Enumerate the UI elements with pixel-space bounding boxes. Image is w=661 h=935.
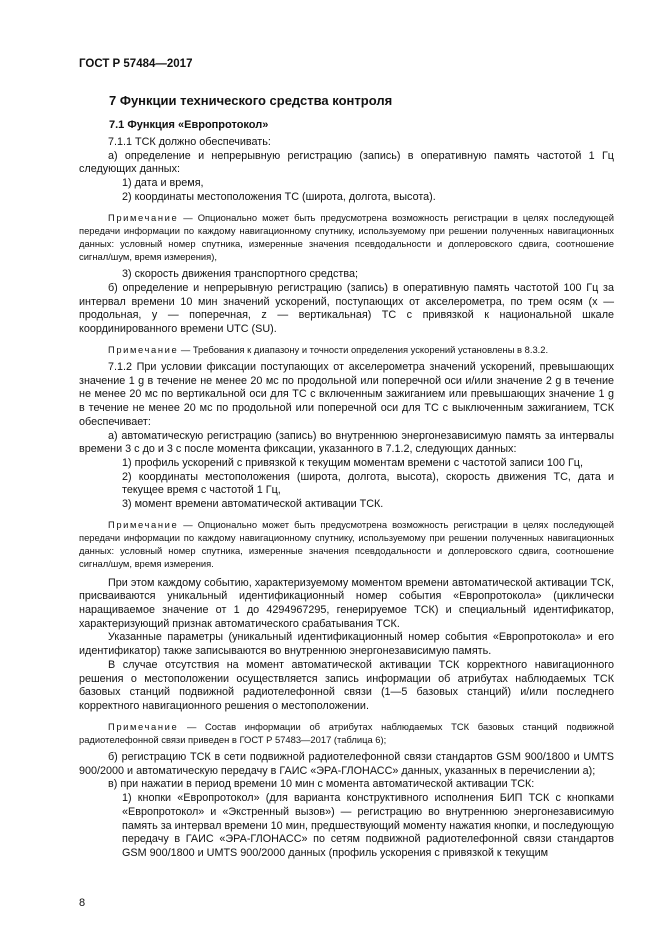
note-text: — Требования к диапазону и точности определения ускорений установлены в 8.3.2. <box>178 343 549 355</box>
section-title: 7 Функции технического средства контроля <box>109 93 393 108</box>
paragraph: б) определение и непрерывную регистрацию (запись) в оперативную память частотой 100 Гц за интервал времени 10 мин значений ускорений, поступающих от акселерометра, по трем осям (x — продольная, y — поперечная, z — вертикальная) ТС с привязкой к национальной шкале координированного времени UTC (SU). <box>79 282 614 336</box>
document-body <box>79 136 614 861</box>
note-text: — Опционально может быть предусмотрена возможность регистрации в целях последующей передачи информации по каждому навигационному спутнику, используемому при решении полученных навигационных данных: условный номер спутника, измеренные значения псевдодальности и доплеровского сдвига, соотношение сигнал/шум, время измерения), <box>79 211 614 263</box>
subsection-title: 7.1 Функция «Европротокол» <box>109 119 269 131</box>
paragraph: В случае отсутствия на момент автоматической активации ТСК корректного навигационного решения о местоположении осуществляется запись информации об атрибутах наблюдаемых ТСК базовых станций подвижной радиотелефонной связи (1—5 базовых станций) и/или последнего корректного навигационного решения о местоположении. <box>79 658 614 712</box>
note <box>79 211 614 264</box>
note <box>79 518 614 571</box>
note-label: Примечание <box>108 211 179 223</box>
note-label: Примечание <box>108 518 179 530</box>
note <box>79 720 614 746</box>
paragraph: б) регистрацию ТСК в сети подвижной радиотелефонной связи стандартов GSM 900/1800 и UMTS 900/2000 и автоматическую передачу в ГАИС «ЭРА-ГЛОНАСС» данных, указанных в перечислении а); <box>79 751 614 777</box>
note-label: Примечание <box>108 720 179 732</box>
note <box>79 343 614 356</box>
paragraph: При этом каждому событию, характеризуемому моментом времени автоматической активации ТСК, присваиваются уникальный идентификационный номер события «Европротокола» (циклически наращиваемое значение от 1 до 4294967295, генерируемое ТСК) и специальный идентификатор, характеризующий признак автоматического срабатывания ТСК. <box>79 576 614 630</box>
note-text: — Состав информации об атрибутах наблюдаемых ТСК базовых станций подвижной радиотелефонной связи приведен в ГОСТ Р 57483—2017 (таблица 6); <box>79 720 614 745</box>
list-item: 1) дата и время, <box>122 177 204 190</box>
paragraph: а) определение и непрерывную регистрацию (запись) в оперативную память частотой 1 Гц следующих данных: <box>79 149 614 176</box>
list-item: 3) момент времени автоматической активации ТСК. <box>122 498 384 511</box>
page-number: 8 <box>79 897 86 909</box>
note-label: Примечание <box>108 343 179 355</box>
paragraph: 7.1.1 ТСК должно обеспечивать: <box>108 136 271 148</box>
list-item: 1) кнопки «Европротокол» (для варианта конструктивного исполнения БИП ТСК с кнопками «Европротокол» и «Экстренный вызов») — регистрацию во внутреннюю энергонезависимую память за интервал времени 10 мин, предшествующий моменту нажатия кнопки, и последующую передачу в ГАИС «ЭРА-ГЛОНАСС» по сетям подвижной радиотелефонной связи стандартов GSM 900/1800 и UMTS 900/2000 данных (профиль ускорения с привязкой к текущим <box>122 792 614 859</box>
document-header: ГОСТ Р 57484—2017 <box>79 58 193 70</box>
note-text: — Опционально может быть предусмотрена возможность регистрации в целях последующей передачи информации по каждому навигационному спутнику, используемому при решении полученных навигационных данных: условный номер спутника, измеренные значения псевдодальности и доплеровского сдвига, соотношение сигнал/шум, время измерения. <box>79 518 614 570</box>
list-item: 3) скорость движения транспортного средства; <box>122 268 358 281</box>
paragraph: а) автоматическую регистрацию (запись) во внутреннюю энергонезависимую память за интервалы времени 3 с до и 3 с после момента фиксации, указанного в 7.1.2, следующих данных: <box>79 429 614 456</box>
paragraph: в) при нажатии в период времени 10 мин с момента автоматической активации ТСК: <box>108 778 535 791</box>
paragraph: Указанные параметры (уникальный идентификационный номер события «Европротокола» и его идентификатор) также записываются во внутреннюю энергонезависимую память. <box>79 631 614 658</box>
list-item: 1) профиль ускорений с привязкой к текущим моментам времени с частотой записи 100 Гц, <box>122 456 583 469</box>
list-item: 2) координаты местоположения ТС (широта, долгота, высота). <box>122 190 436 203</box>
list-item: 2) координаты местоположения (широта, долгота, высота), скорость движения ТС, дата и текущее время с частотой 1 Гц, <box>122 470 614 497</box>
paragraph: 7.1.2 При условии фиксации поступающих от акселерометра значений ускорений, превышающих значение 1 g в течение не менее 20 мс по продольной или поперечной оси и/или значение 2 g в течение не менее 20 мс по вертикальной оси для ТС с включенным зажиганием или превышающих значение 1 g в течение не менее 20 мс по продольной или поперечной оси для ТС с выключенным зажиганием, ТСК обеспечивает: <box>79 361 614 428</box>
